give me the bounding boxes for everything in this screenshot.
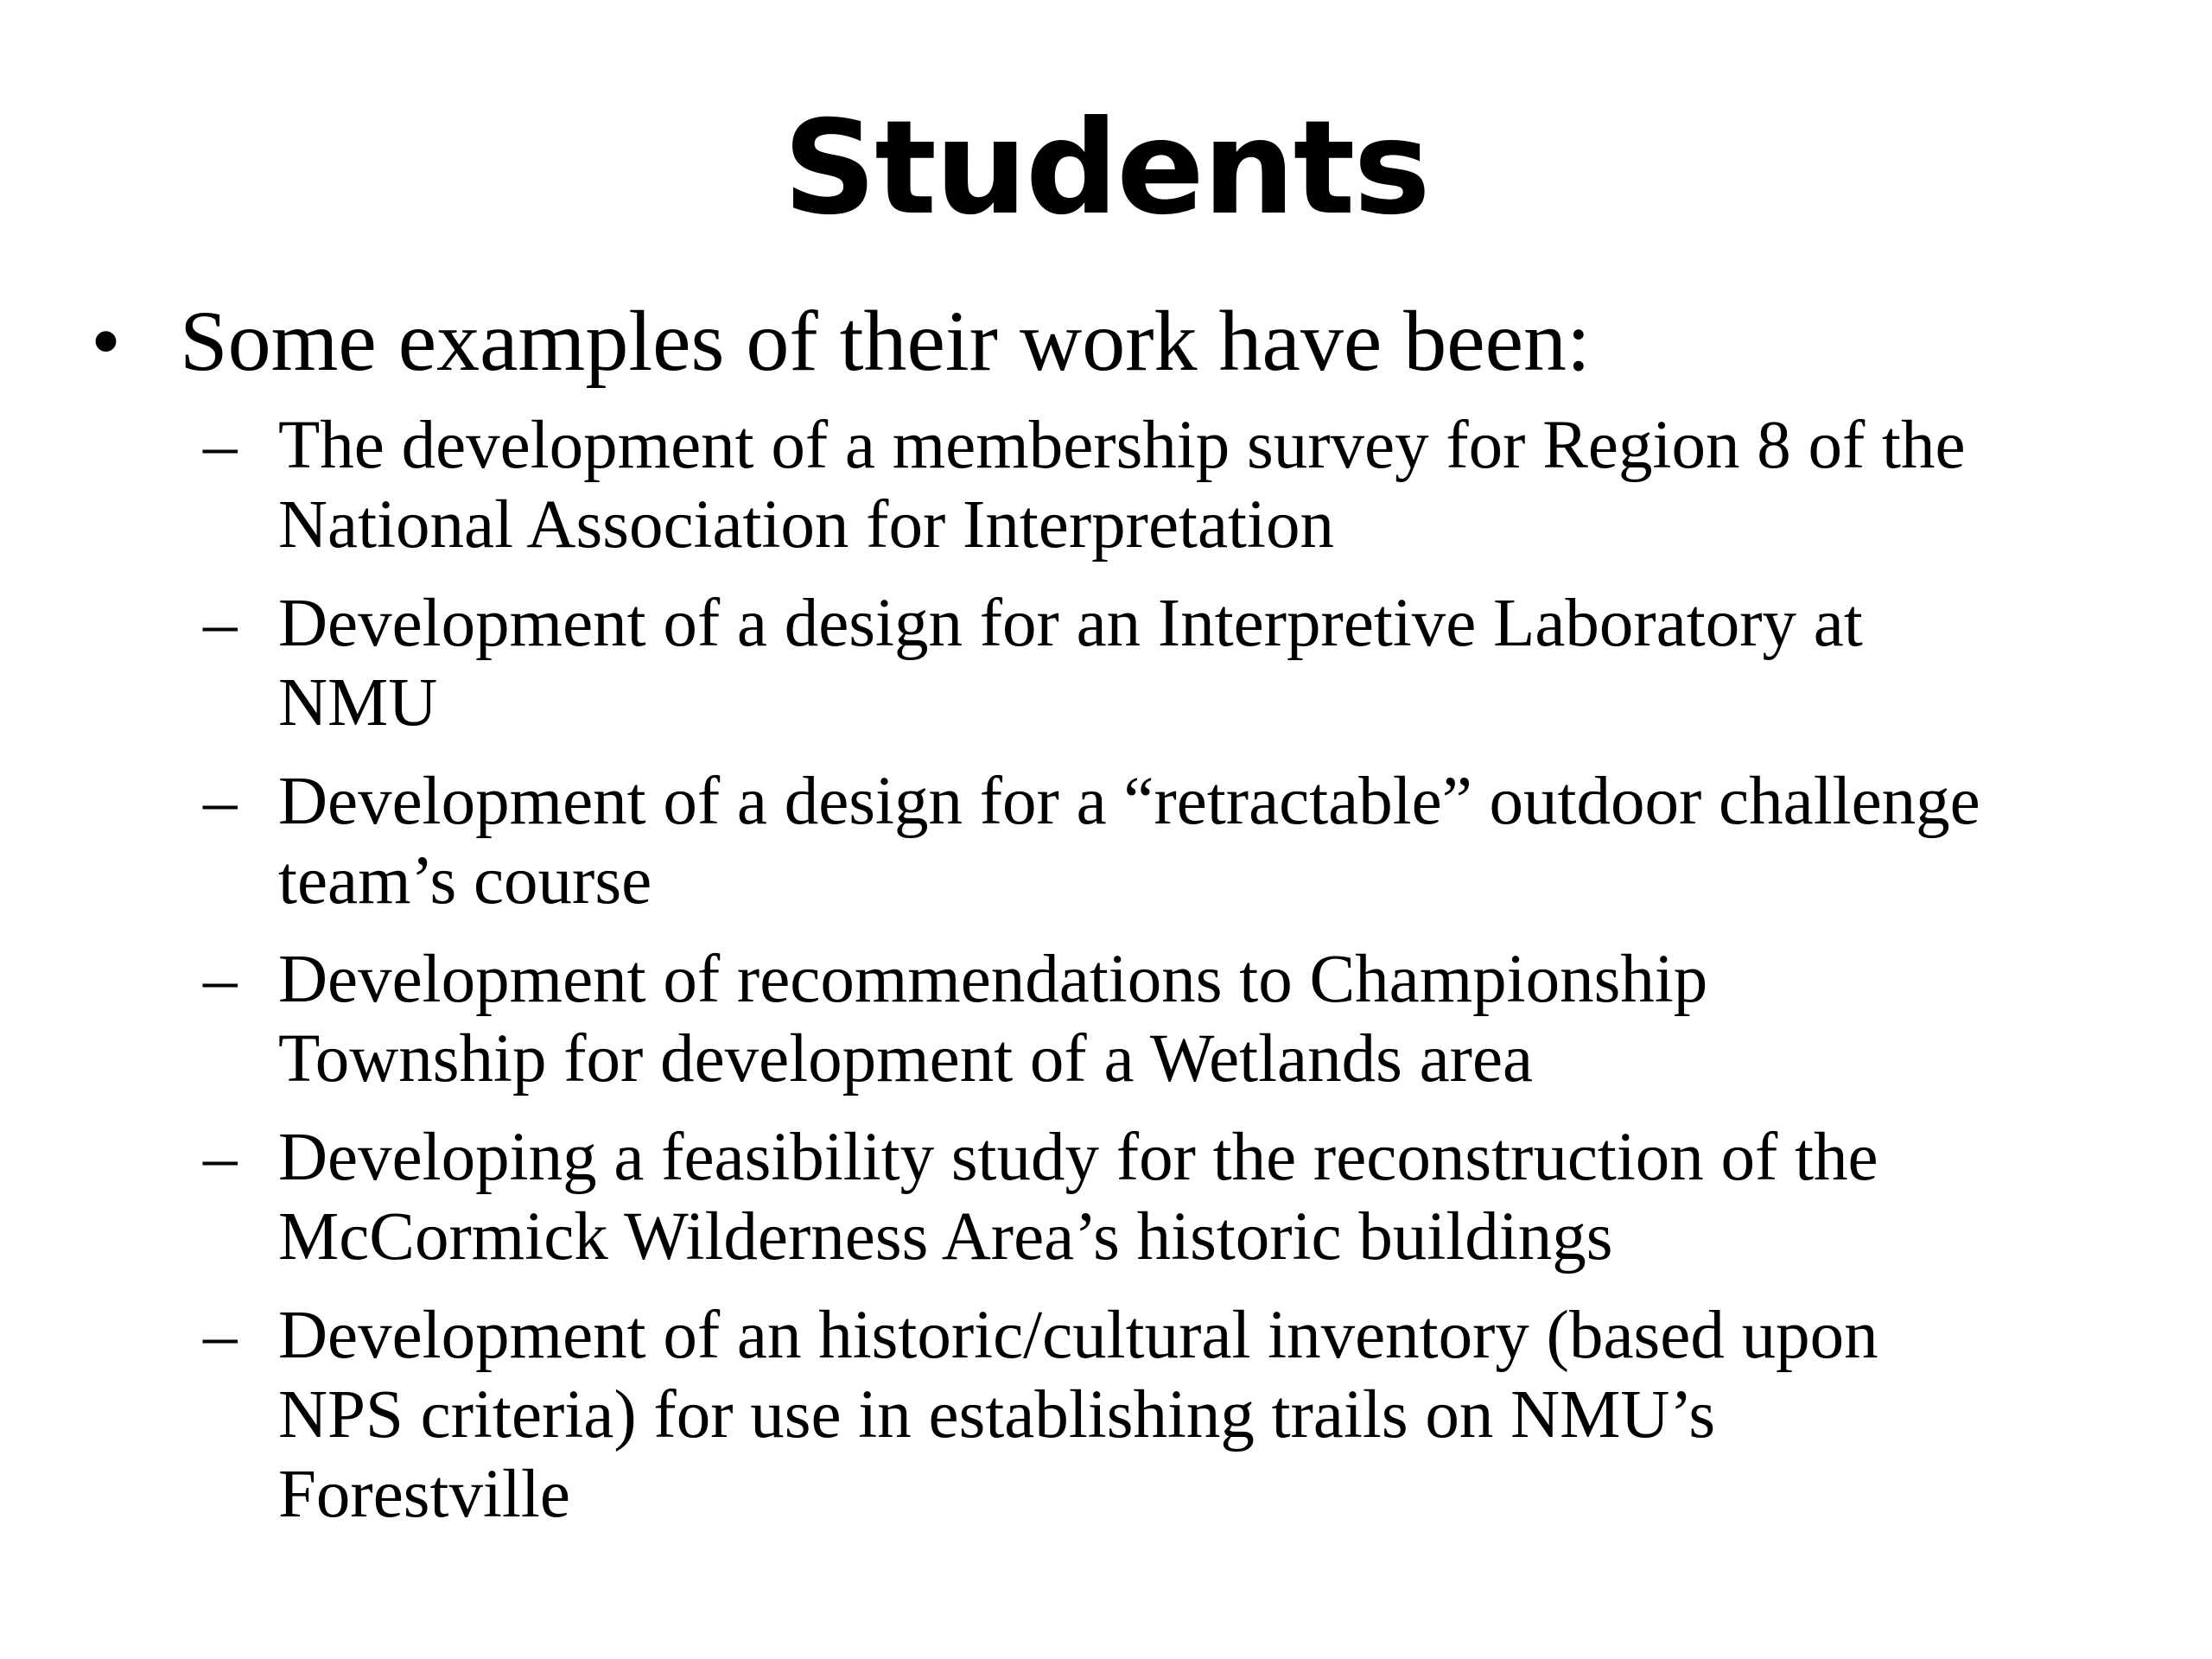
sub-bullet-item xyxy=(203,1296,2182,1535)
sub-bullet-line: NMU xyxy=(278,665,438,741)
sub-bullet-item xyxy=(203,1118,2182,1277)
sub-bullet-item xyxy=(203,406,2182,565)
main-bullet-text: Some examples of their work have been: xyxy=(180,293,1591,389)
sub-bullet-line: Developing a feasibility study for the reconstruction of the xyxy=(278,1120,1878,1195)
sub-bullet-line: Development of a design for a “retractable” outdoor challenge xyxy=(278,764,1980,839)
sub-bullet-line: Development of an historic/cultural inventory (based upon xyxy=(278,1298,1878,1373)
sub-bullet-line: Forestville xyxy=(278,1457,570,1532)
dash-marker: – xyxy=(203,408,238,483)
sub-bullet-line: The development of a membership survey for Region 8 of the xyxy=(278,408,1966,483)
sub-bullet-line: Development of recommendations to Championship xyxy=(278,942,1708,1017)
bullet-marker: • xyxy=(91,293,122,389)
dash-marker: – xyxy=(203,586,238,661)
dash-marker: – xyxy=(203,1298,238,1373)
sub-bullet-line: Township for development of a Wetlands area xyxy=(278,1021,1534,1096)
sub-bullet-item xyxy=(203,584,2182,743)
sub-bullet-item xyxy=(203,762,2182,921)
sub-bullet-line: National Association for Interpretation xyxy=(278,487,1334,563)
sub-bullet-line: NPS criteria) for use in establishing trails on NMU’s xyxy=(278,1377,1716,1452)
sub-bullet-item xyxy=(203,940,2182,1099)
dash-marker: – xyxy=(203,764,238,839)
dash-marker: – xyxy=(203,942,238,1017)
sub-bullet-list xyxy=(203,406,2182,1554)
dash-marker: – xyxy=(203,1120,238,1195)
sub-bullet-line: team’s course xyxy=(278,843,652,918)
sub-bullet-line: Development of a design for an Interpretive Laboratory at xyxy=(278,586,1863,661)
sub-bullet-line: McCormick Wilderness Area’s historic buildings xyxy=(278,1199,1613,1274)
slide-title: Students xyxy=(783,93,1429,244)
